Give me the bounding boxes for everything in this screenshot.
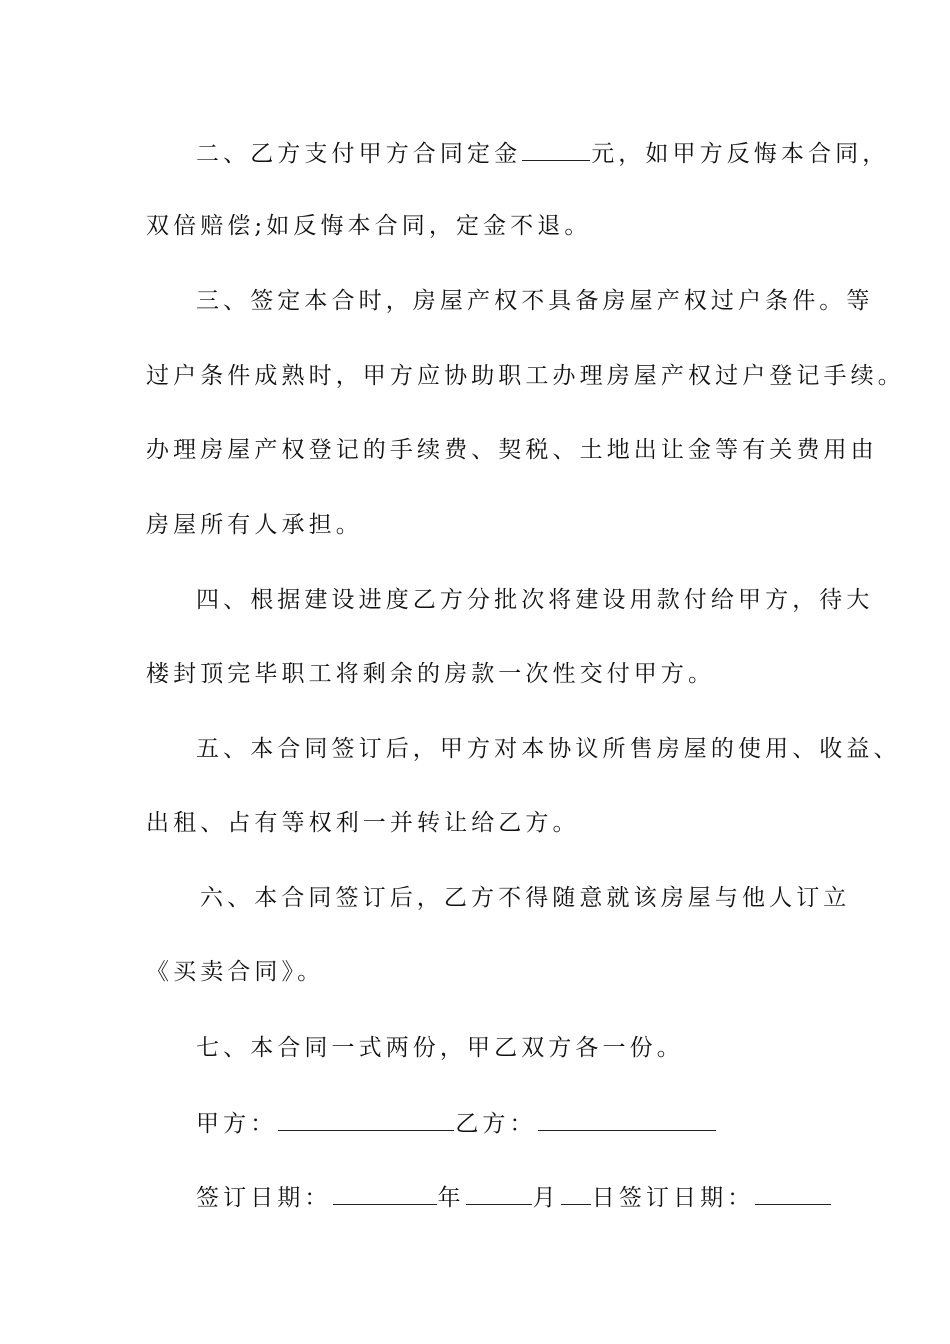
party-b-label: 乙方： (455, 1111, 537, 1137)
day-label: 日 (591, 1185, 619, 1211)
clause-3-line-4: 房屋所有人承担。 (146, 512, 363, 538)
date-signature-line (196, 1182, 832, 1212)
month-blank (466, 1182, 532, 1205)
day-blank (561, 1182, 591, 1205)
clause-4-line-2: 楼封顶完毕职工将剩余的房款一次性交付甲方。 (146, 661, 716, 687)
clause-6-line-2: 《买卖合同》。 (146, 959, 325, 985)
party-b-blank (538, 1108, 716, 1131)
clause-7-line-1: 七、本合同一式两份，甲乙双方各一份。 (196, 1035, 684, 1061)
clause-2-line-2: 双倍赔偿;如反悔本合同，定金不退。 (146, 213, 592, 239)
month-label: 月 (532, 1185, 560, 1211)
year-label: 年 (437, 1185, 465, 1211)
clause-3-line-2: 过户条件成熟时，甲方应协助职工办理房屋产权过户登记手续。 (146, 363, 905, 389)
clause-3-line-1: 三、签定本合时，房屋产权不具备房屋产权过户条件。等 (196, 288, 874, 314)
clause-3-line-3: 办理房屋产权登记的手续费、契税、土地出让金等有关费用由 (146, 437, 878, 463)
clause-4-line-1: 四、根据建设进度乙方分批次将建设用款付给甲方，待大 (196, 587, 874, 613)
date-label: 签订日期： (196, 1185, 332, 1211)
clause-6-line-1: 六、本合同签订后，乙方不得随意就该房屋与他人订立 (200, 885, 851, 911)
clause-2-line-1 (196, 138, 890, 168)
deposit-amount-blank (522, 138, 590, 161)
date-2-blank (755, 1182, 831, 1205)
party-a-blank (278, 1108, 454, 1131)
party-a-label: 甲方： (196, 1111, 278, 1137)
clause-5-line-1: 五、本合同签订后，甲方对本协议所售房屋的使用、收益、 (196, 736, 901, 762)
clause-5-line-2: 出租、占有等权利一并转让给乙方。 (146, 810, 580, 836)
clause-2-text-b: 元，如甲方反悔本合同， (591, 141, 890, 167)
date-label-2: 签订日期： (618, 1185, 755, 1211)
year-blank (333, 1182, 437, 1205)
party-signature-line (196, 1108, 717, 1138)
clause-2-text-a: 二、乙方支付甲方合同定金 (196, 141, 522, 167)
